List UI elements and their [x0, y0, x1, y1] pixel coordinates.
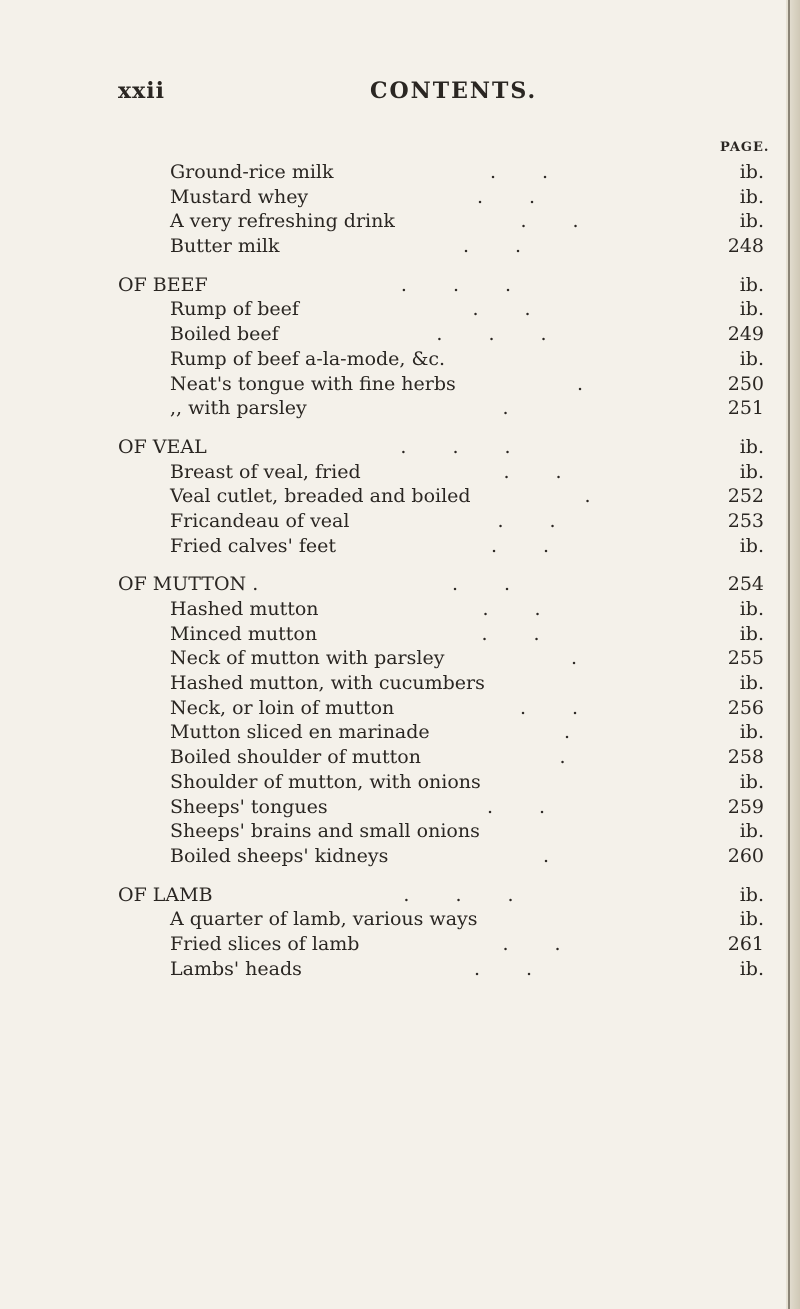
entry-title: Ground-rice milk: [170, 161, 334, 183]
toc-entry: [0, 957, 800, 982]
toc-entry: [0, 347, 800, 372]
entry-title: Boiled shoulder of mutton: [170, 746, 421, 769]
toc-entry: [0, 696, 800, 721]
leader-dots: . .: [519, 696, 579, 719]
leader-dots: .: [584, 485, 591, 508]
toc-entry: [0, 844, 800, 869]
page-column-label: PAGE.: [720, 140, 770, 155]
leader-dots: .: [542, 844, 550, 867]
leader-dots: . .: [489, 161, 549, 183]
entry-title: Sheeps' brains and small onions: [170, 820, 480, 843]
leader-dots: . . .: [403, 883, 514, 906]
toc-entry: [0, 185, 800, 210]
leader-dots: . .: [503, 460, 562, 483]
entry-page: 251: [727, 397, 764, 420]
leader-dots: .: [563, 721, 571, 744]
table-of-contents: [0, 160, 800, 981]
entry-page: ib.: [739, 460, 764, 483]
leader-dots: . .: [472, 298, 531, 321]
leader-dots: . .: [497, 509, 556, 532]
entry-page: 258: [727, 746, 764, 769]
leader-dots: .: [576, 372, 584, 395]
toc-section: [0, 160, 800, 259]
leader-dots: . . .: [400, 273, 512, 296]
entry-page: 253: [727, 509, 764, 532]
toc-entry: [0, 297, 800, 322]
section-heading-title: OF BEEF: [118, 273, 208, 296]
entry-title: Neat's tongue with fine herbs: [170, 372, 456, 395]
page-header: [0, 78, 800, 112]
toc-entry: [0, 484, 800, 509]
leader-dots: . .: [451, 573, 511, 596]
entry-title: Mutton sliced en marinade: [170, 721, 430, 744]
entry-title: Butter milk: [170, 235, 280, 258]
toc-entry: [0, 770, 800, 795]
leader-dots: . . .: [400, 435, 511, 458]
entry-page: ib.: [739, 273, 764, 296]
entry-page: ib.: [739, 435, 764, 458]
toc-section: [0, 273, 800, 421]
leader-dots: . .: [481, 622, 540, 645]
toc-entry: [0, 671, 800, 696]
toc-entry: [0, 509, 800, 534]
entry-page: ib.: [739, 298, 764, 321]
leader-dots: .: [559, 746, 566, 769]
entry-page: 261: [727, 932, 764, 955]
entry-title: Fricandeau of veal: [170, 509, 350, 532]
entry-title: Fried slices of lamb: [170, 932, 360, 955]
entry-page: ib.: [739, 721, 764, 744]
entry-page: ib.: [739, 883, 764, 906]
entry-title: A very refreshing drink: [170, 210, 395, 233]
entry-title: Lambs' heads: [170, 957, 302, 980]
toc-entry: [0, 534, 800, 559]
entry-page: ib.: [739, 672, 764, 695]
entry-title: Rump of beef a-la-mode, &c.: [170, 347, 446, 370]
entry-page: ib.: [739, 347, 764, 370]
toc-entry: [0, 460, 800, 485]
entry-title: Neck of mutton with parsley: [170, 647, 445, 670]
toc-entry: [0, 622, 800, 647]
entry-page: 254: [727, 573, 764, 596]
leader-dots: .: [570, 647, 578, 670]
toc-entry: [0, 322, 800, 347]
toc-section: [0, 572, 800, 868]
toc-entry: [0, 720, 800, 745]
running-head: CONTENTS.: [370, 78, 538, 104]
section-heading: [0, 273, 800, 298]
entry-title: ,, with parsley: [170, 397, 307, 420]
section-heading: [0, 883, 800, 908]
entry-title: Neck, or loin of mutton: [170, 696, 395, 719]
toc-entry: [0, 932, 800, 957]
entry-page: ib.: [739, 957, 764, 980]
entry-title: Fried calves' feet: [170, 534, 336, 557]
section-heading-title: OF VEAL: [118, 435, 207, 458]
toc-entry: [0, 209, 800, 234]
entry-page: ib.: [739, 210, 764, 233]
leader-dots: . . .: [436, 323, 547, 346]
leader-dots: . .: [502, 932, 561, 955]
entry-page: ib.: [739, 161, 764, 183]
entry-page: 255: [727, 647, 764, 670]
entry-page: 249: [727, 323, 764, 346]
toc-entry: [0, 396, 800, 421]
entry-page: ib.: [739, 908, 764, 931]
toc-entry: [0, 646, 800, 671]
page-number: xxii: [118, 78, 165, 104]
entry-title: Hashed mutton, with cucumbers: [170, 672, 485, 695]
entry-page: 248: [727, 235, 764, 258]
leader-dots: . .: [482, 598, 541, 620]
entry-title: Rump of beef: [170, 298, 299, 321]
leader-dots: . .: [473, 957, 533, 980]
entry-title: A quarter of lamb, various ways: [170, 908, 478, 931]
entry-title: Boiled sheeps' kidneys: [170, 844, 389, 867]
section-heading: [0, 572, 800, 597]
leader-dots: . .: [520, 210, 579, 233]
toc-entry: [0, 907, 800, 932]
entry-title: Mustard whey: [170, 185, 309, 208]
leader-dots: . .: [462, 235, 522, 258]
entry-title: Veal cutlet, breaded and boiled: [170, 485, 471, 508]
section-heading-title: OF LAMB: [118, 883, 213, 906]
entry-page: ib.: [739, 534, 764, 557]
toc-section: [0, 435, 800, 558]
entry-page: 252: [727, 485, 764, 508]
entry-title: Shoulder of mutton, with onions: [170, 770, 481, 793]
entry-page: 250: [727, 372, 764, 395]
entry-page: ib.: [739, 598, 764, 620]
toc-entry: [0, 597, 800, 622]
toc-entry: [0, 160, 800, 185]
toc-entry: [0, 372, 800, 397]
entry-page: ib.: [739, 185, 764, 208]
leader-dots: .: [502, 397, 509, 420]
entry-page: 260: [727, 844, 764, 867]
entry-page: ib.: [739, 622, 764, 645]
entry-title: Breast of veal, fried: [170, 460, 361, 483]
leader-dots: . .: [490, 534, 550, 557]
entry-page: ib.: [739, 770, 764, 793]
entry-title: Boiled beef: [170, 323, 279, 346]
entry-page: 256: [727, 696, 764, 719]
toc-entry: [0, 819, 800, 844]
entry-title: Hashed mutton: [170, 598, 319, 620]
toc-section: [0, 883, 800, 982]
toc-entry: [0, 234, 800, 259]
leader-dots: . .: [486, 795, 546, 818]
section-heading-title: OF MUTTON .: [118, 573, 259, 596]
entry-title: Minced mutton: [170, 622, 318, 645]
toc-entry: [0, 795, 800, 820]
toc-entry: [0, 745, 800, 770]
leader-dots: . .: [476, 185, 536, 208]
entry-page: ib.: [739, 820, 764, 843]
entry-title: Sheeps' tongues: [170, 795, 328, 818]
entry-page: 259: [727, 795, 764, 818]
section-heading: [0, 435, 800, 460]
